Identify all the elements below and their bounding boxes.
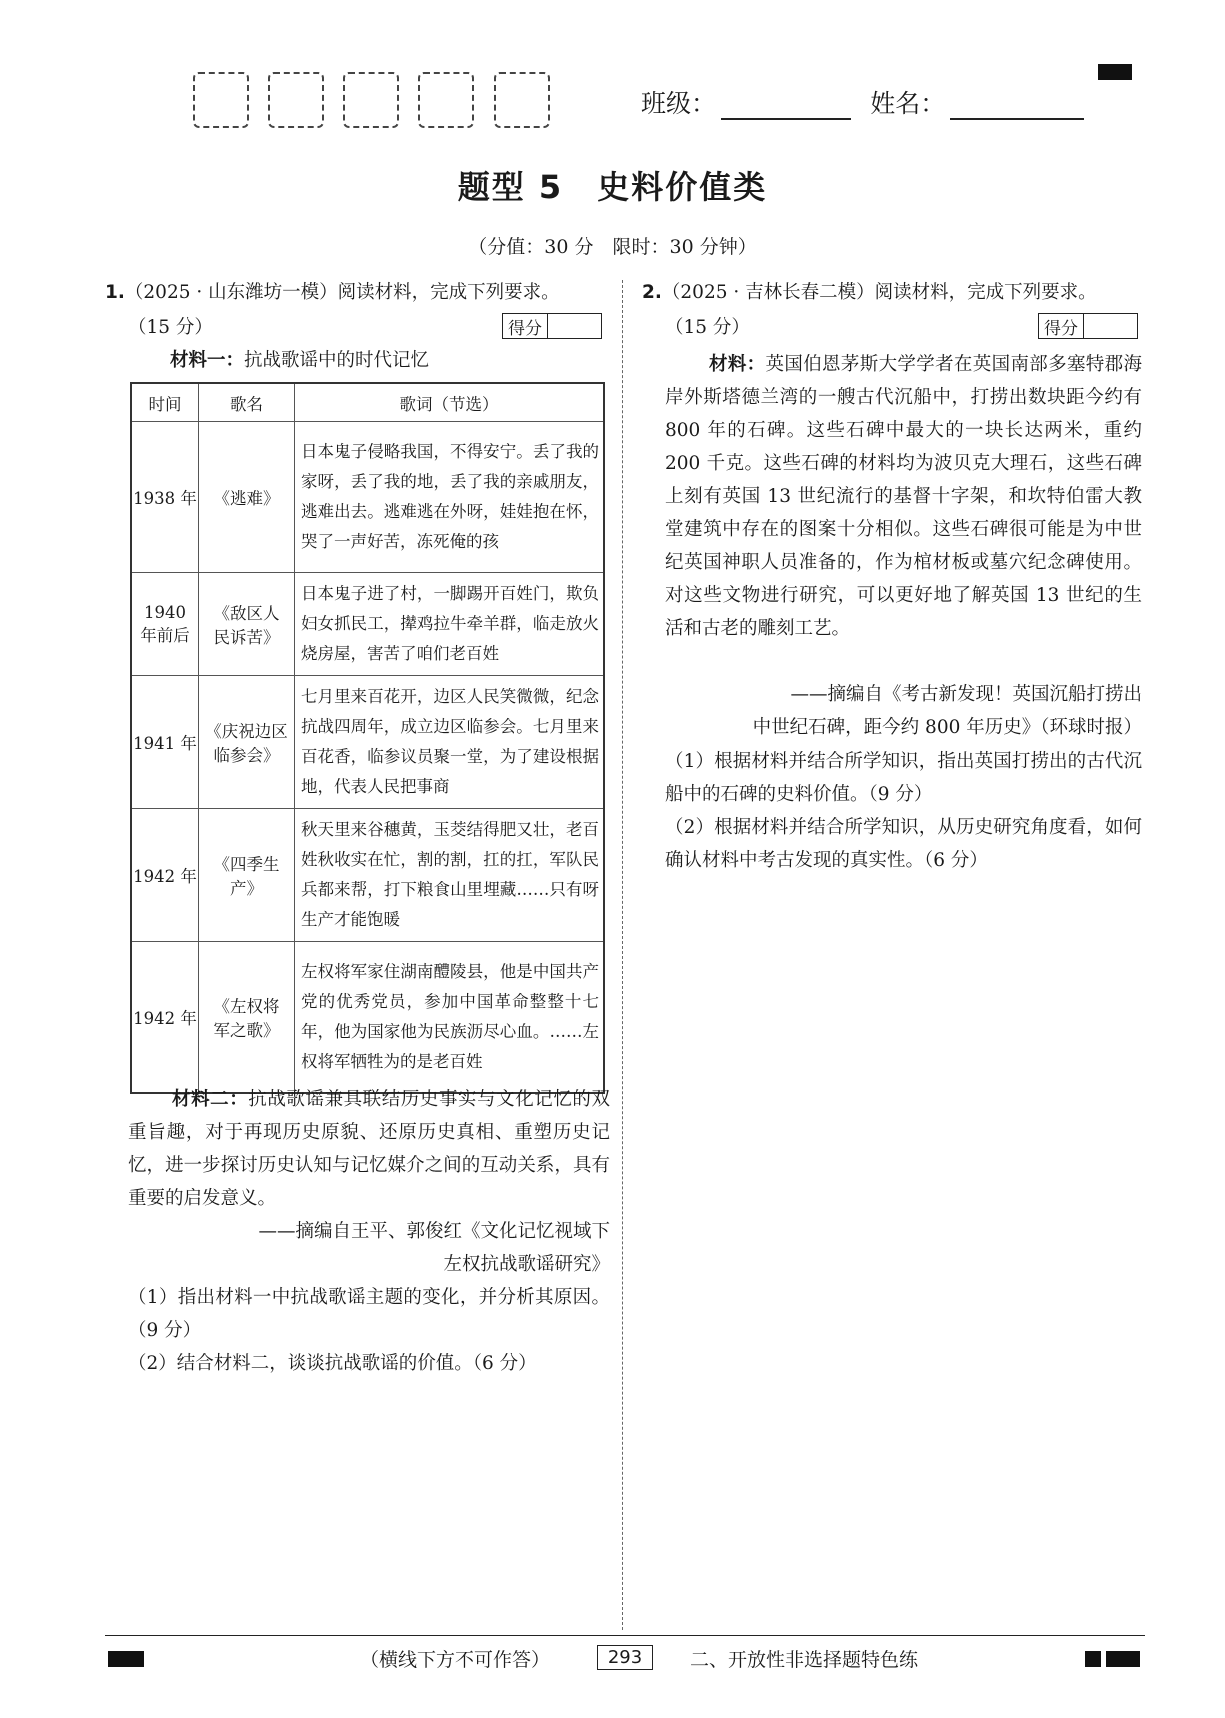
student-info <box>641 84 1084 120</box>
table-row <box>131 573 604 676</box>
q1-song-table <box>130 382 605 1094</box>
q1-subquestion-2: （2）结合材料二，谈谈抗战歌谣的价值。（6 分） <box>128 1353 537 1374</box>
corner-marker <box>1098 64 1132 80</box>
q2-subquestion-1: （1）根据材料并结合所学知识，指出英国打捞出的古代沉船中的石碑的史料价值。（9 分） <box>665 751 1142 805</box>
q1-material1-label: 材料一： <box>170 350 245 371</box>
q2-number: 2. <box>642 282 662 303</box>
table-cell-lyrics: 七月里来百花开，边区人民笑微微，纪念抗战四周年，成立边区临参会。七月里来百花香，临参议员聚一堂，为了建设根据地，代表人民把事商 <box>295 676 605 809</box>
footer-rule <box>105 1635 1145 1636</box>
column-divider <box>622 280 623 1630</box>
seat-box-2[interactable] <box>268 72 324 128</box>
seat-box-5[interactable] <box>494 72 550 128</box>
table-cell-song: 《庆祝边区临参会》 <box>199 676 295 809</box>
q1-subquestion-1: （1）指出材料一中抗战歌谣主题的变化，并分析其原因。（9 分） <box>128 1287 610 1341</box>
footer-marker-right-1 <box>1085 1651 1101 1667</box>
table-cell-song: 《四季生产》 <box>199 809 295 942</box>
table-header: 歌词（节选） <box>295 383 605 422</box>
footer-section: 二、开放性非选择题特色练 <box>690 1649 919 1671</box>
seat-box-4[interactable] <box>418 72 474 128</box>
class-field[interactable] <box>721 92 851 120</box>
q2-score-input[interactable] <box>1084 314 1137 338</box>
table-header-row <box>131 383 604 422</box>
table-header: 时间 <box>131 383 199 422</box>
q2-score-label: 得分 <box>1039 314 1084 338</box>
q1-source-line2: 左权抗战歌谣研究》 <box>443 1254 610 1275</box>
q1-stem <box>105 276 610 309</box>
q2-points: （15 分） <box>665 317 750 338</box>
q1-material1-title: 抗战歌谣中的时代记忆 <box>244 350 430 371</box>
class-label: 班级： <box>641 89 717 118</box>
q2-subquestion-2: （2）根据材料并结合所学知识，从历史研究角度看，如何确认材料中考古发现的真实性。（6 分） <box>665 817 1142 871</box>
table-row <box>131 422 604 573</box>
page-subtitle: （分值：30 分 限时：30 分钟） <box>468 236 757 258</box>
q2-score-box[interactable] <box>1038 313 1138 339</box>
table-cell-lyrics: 日本鬼子侵略我国，不得安宁。丢了我的家呀，丢了我的地，丢了我的亲戚朋友，逃难出去。逃难逃在外呀，娃娃抱在怀，哭了一声好苦，冻死俺的孩 <box>295 422 605 573</box>
page-number: 293 <box>597 1645 653 1670</box>
table-cell-song: 《敌区人民诉苦》 <box>199 573 295 676</box>
q1-material2-text: 抗战歌谣兼具联结历史事实与文化记忆的双重旨趣，对于再现历史原貌、还原历史真相、重塑历史记忆，进一步探讨历史认知与记忆媒介之间的互动关系，具有重要的启发意义。 <box>128 1089 610 1209</box>
q1-material2-label: 材料二： <box>172 1089 249 1110</box>
q1-number: 1. <box>105 282 125 303</box>
table-cell-lyrics: 日本鬼子进了村，一脚踢开百姓门，欺负妇女抓民工，撵鸡拉牛牵羊群，临走放火烧房屋，害苦了咱们老百姓 <box>295 573 605 676</box>
q2-material-text: 英国伯恩茅斯大学学者在英国南部多塞特郡海岸外斯塔德兰湾的一艘古代沉船中，打捞出数块距今约有 800 年的石碑。这些石碑中最大的一块长达两米，重约 200 千克。这些石碑的材料均为波贝克大理石，这些石碑上刻有英国 13 世纪流行的基督十字架，和坎特伯雷大教堂建筑中存在的图案十分相似。这些石碑很可能是为中世纪英国神职人员准备的，作为棺材板或墓穴纪念碑使用。对这些文物进行研究，可以更好地了解英国 13 世纪的生活和古老的雕刻工艺。 <box>665 354 1142 639</box>
footer-marker-left <box>108 1651 144 1667</box>
q1-material2 <box>128 1083 610 1215</box>
table-cell-song: 《左权将军之歌》 <box>199 942 295 1093</box>
q1-stem-line1: （2025 · 山东潍坊一模）阅读材料，完成下列要求。 <box>124 282 560 303</box>
q1-source-line1: ——摘编自王平、郭俊红《文化记忆视域下 <box>258 1221 610 1242</box>
q2-source-line1: ——摘编自《考古新发现！英国沉船打捞出 <box>790 684 1142 705</box>
q1-score-input[interactable] <box>548 314 601 338</box>
table-header: 歌名 <box>199 383 295 422</box>
table-row <box>131 809 604 942</box>
q1-material1-heading <box>170 344 429 377</box>
seat-box-1[interactable] <box>193 72 249 128</box>
table-row <box>131 676 604 809</box>
table-cell-lyrics: 左权将军家住湖南醴陵县，他是中国共产党的优秀党员，参加中国革命整整十七年，他为国家他为民族沥尽心血。……左权将军牺牲为的是老百姓 <box>295 942 605 1093</box>
footer-note: （横线下方不可作答） <box>360 1649 551 1671</box>
q1-score-label: 得分 <box>503 314 548 338</box>
name-label: 姓名： <box>870 89 946 118</box>
table-cell-lyrics: 秋天里来谷穗黄，玉茭结得肥又壮，老百姓秋收实在忙，割的割，扛的扛，军队民兵都来帮，打下粮食山里埋藏……只有呀生产才能饱暖 <box>295 809 605 942</box>
table-cell-song: 《逃难》 <box>199 422 295 573</box>
table-cell-time: 1942 年 <box>131 942 199 1093</box>
table-cell-time: 1941 年 <box>131 676 199 809</box>
q2-material <box>665 348 1142 645</box>
page-title: 题型 5 史料价值类 <box>457 168 768 206</box>
footer-marker-right-2 <box>1106 1651 1140 1667</box>
q1-score-box[interactable] <box>502 313 602 339</box>
table-cell-time: 1938 年 <box>131 422 199 573</box>
table-cell-time: 1942 年 <box>131 809 199 942</box>
q2-stem-line1: （2025 · 吉林长春二模）阅读材料，完成下列要求。 <box>661 282 1097 303</box>
q1-points: （15 分） <box>128 317 213 338</box>
seat-box-3[interactable] <box>343 72 399 128</box>
q2-material-label: 材料： <box>709 354 766 375</box>
table-row <box>131 942 604 1093</box>
table-cell-time: 1940 年前后 <box>131 573 199 676</box>
name-field[interactable] <box>950 92 1084 120</box>
q2-source-line2: 中世纪石碑，距今约 800 年历史》（环球时报） <box>752 717 1142 738</box>
q2-stem <box>642 276 1147 309</box>
